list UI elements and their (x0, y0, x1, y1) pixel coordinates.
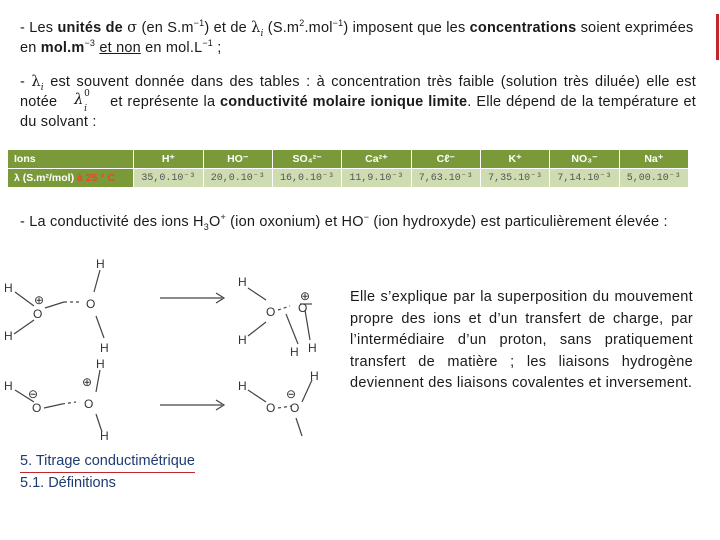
atom-label: H (4, 379, 13, 393)
subsection-heading-definitions[interactable]: 5.1. Définitions (20, 475, 116, 491)
lambda-zero-symbol: λ 0 i (74, 89, 91, 114)
ion-header: Cℓ⁻ (411, 150, 480, 169)
atom-label: O (86, 297, 96, 311)
atom-label: H (310, 369, 319, 383)
atom-label: H (96, 257, 105, 271)
ion-header: Na⁺ (619, 150, 688, 169)
paragraph-oxonium: - La conductivité des ions $H_3O^+$ (ion oxonium) et HO− (ion hydroxyde) est particulièrement élevée : (20, 212, 668, 232)
table-cell: 5,00.10⁻³ (619, 169, 688, 188)
atom-label: O (84, 397, 94, 411)
ion-header: HO⁻ (203, 150, 272, 169)
table-cell: 20,0.10⁻³ (203, 169, 272, 188)
section-heading-titrage[interactable]: 5. Titrage conductimétrique (20, 451, 195, 473)
atom-label: O (290, 401, 300, 415)
charge-label: ⊖ (286, 387, 297, 401)
table-header-label: Ions (8, 150, 134, 169)
table-header-row (8, 150, 689, 169)
atom-label: H (238, 275, 247, 289)
charge-label: ⊕ (300, 289, 311, 303)
atom-label: H (290, 345, 299, 359)
atom-label: O (33, 307, 43, 321)
table-cell: 7,35.10⁻³ (480, 169, 549, 188)
atom-label: O (32, 401, 42, 415)
atom-label: H (238, 379, 247, 393)
table-cell: 7,14.10⁻³ (550, 169, 619, 188)
row-label: λ (S.m²/mol) à 25 ° C (8, 169, 134, 188)
table-cell: 7,63.10⁻³ (411, 169, 480, 188)
proton-transfer-diagram (0, 240, 340, 440)
accent-bar (716, 14, 719, 60)
section-headings (20, 451, 195, 494)
paragraph-units: - Les unités de σ (en $S.m^{-1}$) et de $\lambda_i$ $(S.m^2.mol^{-1})$ imposent que les concentrations soient exprimées en $mol.m^{-3}$ et non en $mol.L^{-1}$ ; (20, 18, 694, 56)
table-row (8, 169, 689, 188)
atom-label: H (96, 357, 105, 371)
atom-label: O (266, 401, 276, 415)
atom-label: H (4, 281, 13, 295)
ion-header: H⁺ (134, 150, 203, 169)
ion-conductivity-table (7, 149, 689, 188)
charge-label: ⊕ (34, 293, 45, 307)
explanation-text: Elle s’explique par la superposition du mouvement propre des ions et d’un transfert de charge, par l’intermédiaire d’un proton, sans pratiquement transfert de matière ; les liaisons hydrogène deviennent des liaisons covalentes et inversement. (350, 289, 693, 392)
ion-header: SO₄²⁻ (272, 150, 341, 169)
ion-header: Ca²⁺ (342, 150, 411, 169)
table-cell: 11,9.10⁻³ (342, 169, 411, 188)
ion-header: K⁺ (480, 150, 549, 169)
atom-label: H (100, 429, 109, 440)
atom-label: O (266, 305, 276, 319)
atom-label: H (100, 341, 109, 355)
atom-label: H (308, 341, 317, 355)
charge-label: ⊕ (82, 375, 93, 389)
paragraph-lambda: - $\lambda_i$ est souvent donnée dans des tables : à concentration très faible (solution très diluée) elle est notée λ 0 i et représente la conductivité molaire ionique limite. Elle dépend de la température et du solvant : (20, 74, 697, 130)
ion-header: NO₃⁻ (550, 150, 619, 169)
table-cell: 35,0.10⁻³ (134, 169, 203, 188)
atom-label: H (238, 333, 247, 347)
atom-label: O (298, 301, 308, 315)
table-cell: 16,0.10⁻³ (272, 169, 341, 188)
atom-label: H (4, 329, 13, 343)
charge-label: ⊖ (28, 387, 39, 401)
